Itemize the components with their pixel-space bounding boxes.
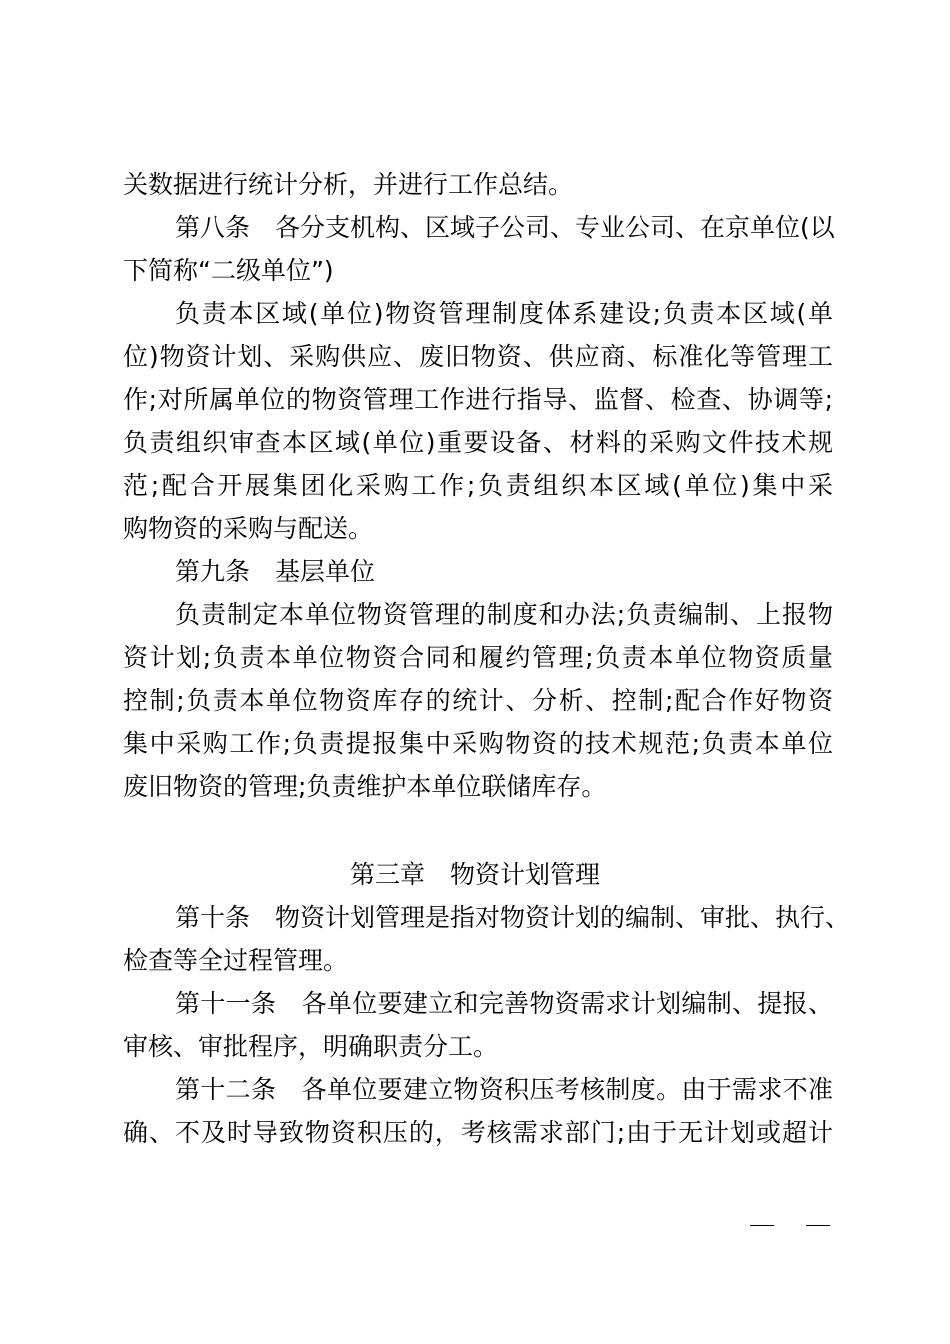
article-8-heading: 第八条 各分支机构、区域子公司、专业公司、在京单位(以 bbox=[175, 213, 835, 242]
chapter-3-title: 第三章 物资计划管理 bbox=[349, 860, 600, 889]
page-number-dash-left bbox=[750, 1225, 774, 1226]
paragraph-line: 购物资的采购与配送。 bbox=[123, 514, 374, 543]
paragraph-line: 资计划;负责本单位物资合同和履约管理;负责本单位物资质量 bbox=[123, 643, 833, 672]
paragraph-line: 确、不及时导致物资积压的，考核需求部门;由于无计划或超计 bbox=[123, 1118, 833, 1147]
paragraph-line: 关数据进行统计分析，并进行工作总结。 bbox=[123, 170, 574, 199]
paragraph-line: 下简称“二级单位”) bbox=[123, 256, 334, 285]
paragraph-line: 控制;负责本单位物资库存的统计、分析、控制;配合作好物资 bbox=[123, 686, 833, 715]
paragraph-line: 负责制定本单位物资管理的制度和办法;负责编制、上报物 bbox=[175, 600, 833, 629]
page-number-dash-right bbox=[806, 1225, 830, 1226]
article-9-heading: 第九条 基层单位 bbox=[175, 557, 376, 586]
paragraph-line: 检查等全过程管理。 bbox=[123, 946, 349, 975]
paragraph-line: 审核、审批程序，明确职责分工。 bbox=[123, 1032, 499, 1061]
paragraph-line: 范;配合开展集团化采购工作;负责组织本区域(单位)集中采 bbox=[123, 471, 833, 500]
article-11: 第十一条 各单位要建立和完善物资需求计划编制、提报、 bbox=[175, 989, 833, 1018]
paragraph-line: 作;对所属单位的物资管理工作进行指导、监督、检查、协调等; bbox=[123, 385, 833, 414]
paragraph-line: 负责本区域(单位)物资管理制度体系建设;负责本区域(单 bbox=[175, 299, 833, 328]
paragraph-line: 位)物资计划、采购供应、废旧物资、供应商、标准化等管理工 bbox=[123, 342, 833, 371]
article-10: 第十条 物资计划管理是指对物资计划的编制、审批、执行、 bbox=[175, 903, 851, 932]
paragraph-line: 废旧物资的管理;负责维护本单位联储库存。 bbox=[123, 772, 607, 801]
paragraph-line: 集中采购工作;负责提报集中采购物资的技术规范;负责本单位 bbox=[123, 729, 833, 758]
article-12: 第十二条 各单位要建立物资积压考核制度。由于需求不准 bbox=[175, 1075, 833, 1104]
paragraph-line: 负责组织审查本区域(单位)重要设备、材料的采购文件技术规 bbox=[123, 428, 833, 457]
